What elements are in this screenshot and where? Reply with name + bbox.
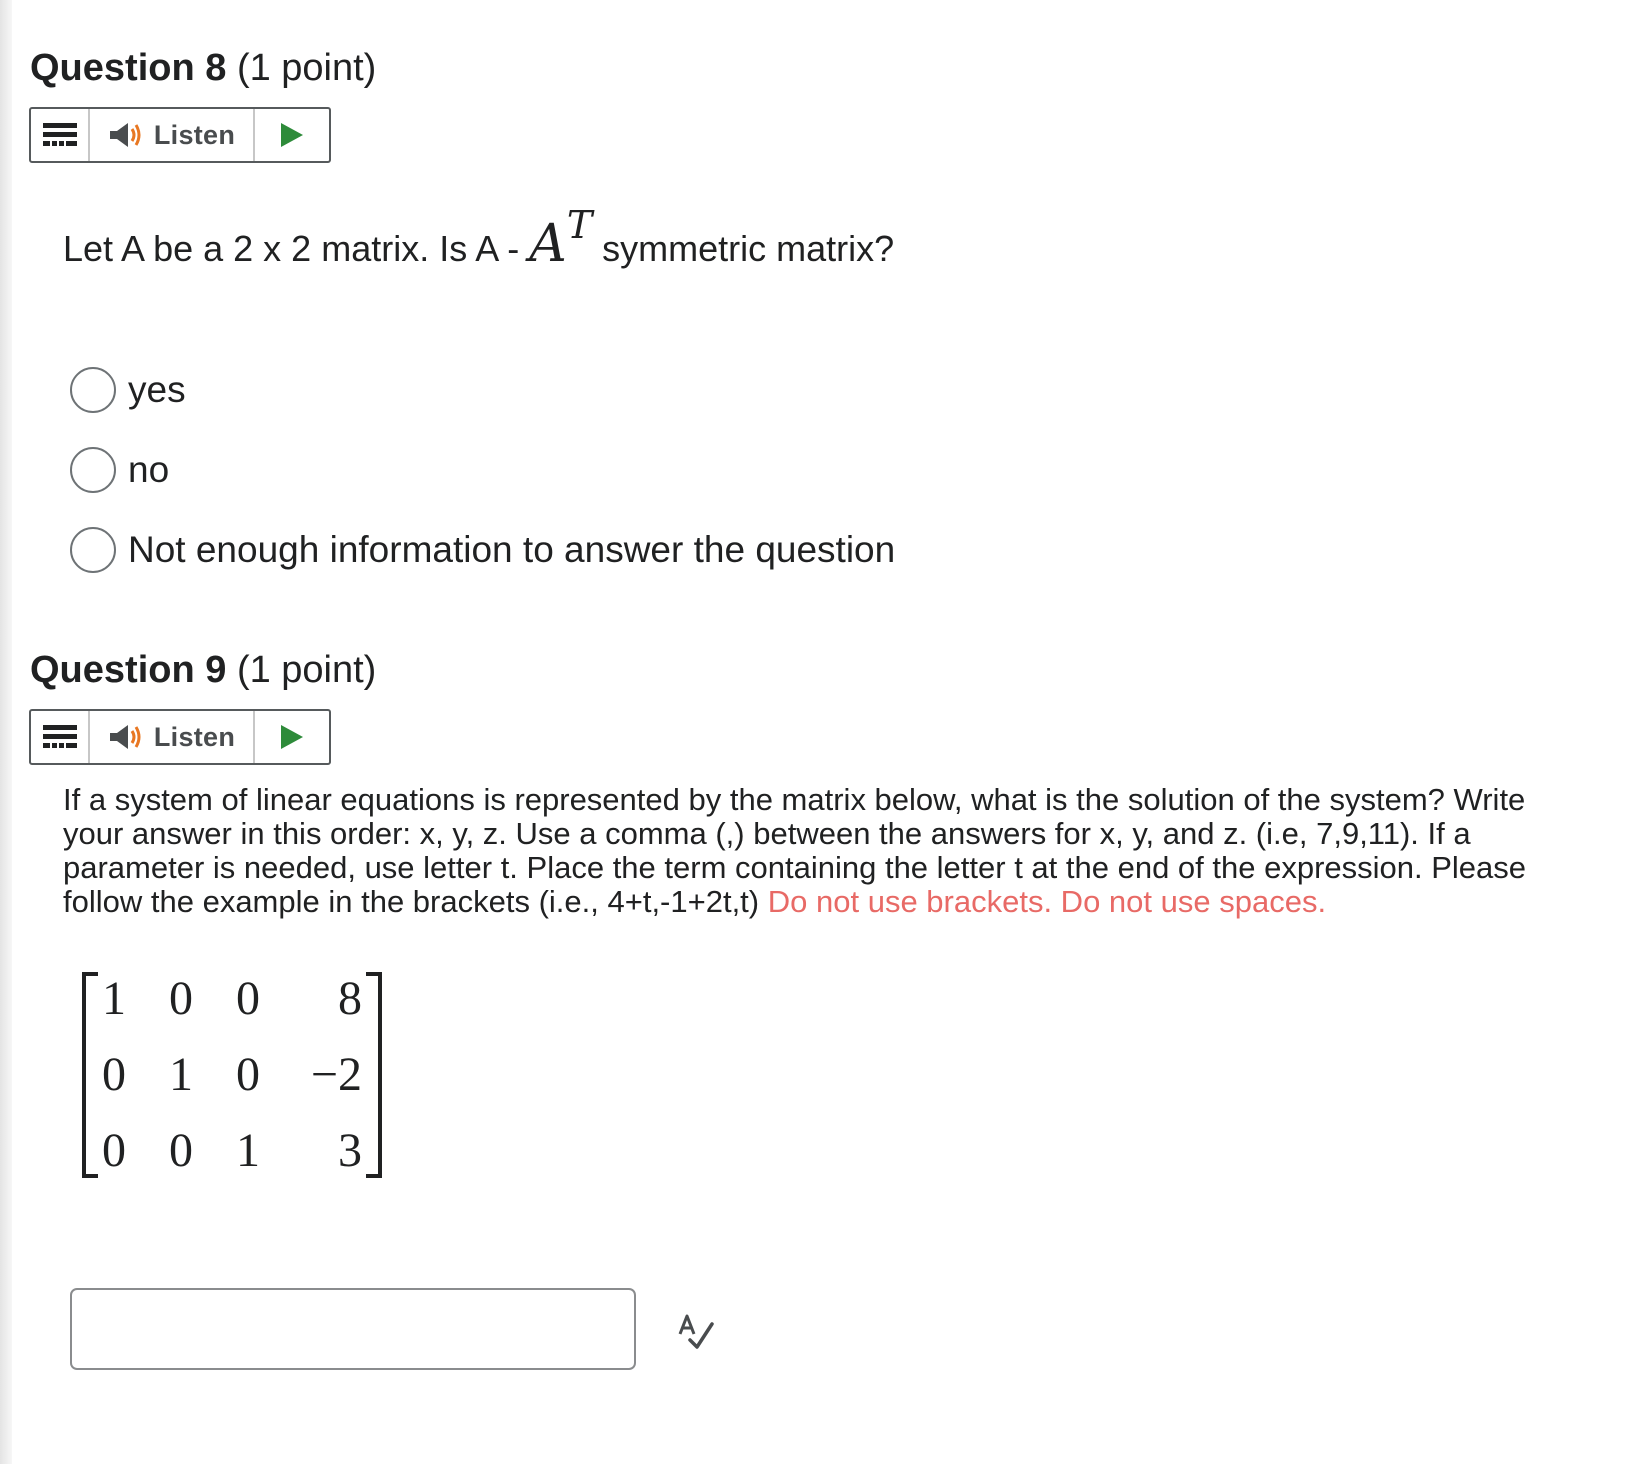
math-base-a: A bbox=[529, 214, 567, 274]
matrix-cell: −2 bbox=[310, 1048, 362, 1101]
play-icon bbox=[279, 723, 305, 751]
play-icon bbox=[279, 121, 305, 149]
matrix-cell: 0 bbox=[169, 1124, 193, 1177]
question-8-prompt-start: Let A be a 2 x 2 matrix. Is A - bbox=[63, 228, 530, 269]
question-9-readspeaker-toolbar bbox=[29, 709, 331, 765]
question-9-listen-label: Listen bbox=[153, 721, 236, 752]
option-label-no: no bbox=[128, 449, 170, 490]
matrix-cell: 0 bbox=[236, 972, 260, 1025]
spellcheck-icon[interactable] bbox=[676, 1312, 716, 1352]
question-9-answer-input[interactable] bbox=[70, 1288, 636, 1370]
question-8-play-button[interactable] bbox=[255, 109, 329, 161]
matrix-cell: 8 bbox=[338, 972, 362, 1025]
radio-button-not-enough-info[interactable] bbox=[70, 527, 116, 573]
matrix-cell: 0 bbox=[102, 1124, 126, 1177]
question-9-prompt bbox=[63, 783, 1543, 919]
question-9-listen-button[interactable] bbox=[90, 711, 255, 763]
question-8-points: (1 point) bbox=[236, 47, 377, 89]
question-8-listen-label: Listen bbox=[153, 119, 236, 150]
question-9-points: (1 point) bbox=[236, 649, 377, 691]
radio-button-yes[interactable] bbox=[70, 367, 116, 413]
matrix-cell: 0 bbox=[169, 972, 193, 1025]
question-8-heading bbox=[30, 46, 376, 90]
question-8-title: Question 8 bbox=[30, 47, 227, 89]
option-label-yes: yes bbox=[128, 369, 186, 410]
augmented-matrix bbox=[80, 972, 385, 1177]
question-9-play-button[interactable] bbox=[255, 711, 329, 763]
radio-button-no[interactable] bbox=[70, 447, 116, 493]
question-9-warning: Do not use brackets. Do not use spaces. bbox=[767, 884, 1327, 919]
question-8-prompt-end: symmetric matrix? bbox=[592, 228, 895, 269]
matrix-cell: 1 bbox=[169, 1048, 193, 1101]
question-9-instructions: If a system of linear equations is represented by the matrix below, what is the solution of the system? Write your answer in this order: x, y, z. Use a comma (,) between the answers for x, y, and z. (i.e, 7,9,11). If a parameter is needed, use letter t. Place the term containing the letter t at the end of the expression. Please follow the example in the brackets (i.e., 4+t,-1+2t,t) bbox=[63, 782, 1527, 919]
matrix-cell: 0 bbox=[102, 1048, 126, 1101]
right-bracket bbox=[362, 972, 384, 1178]
question-8-option-no[interactable] bbox=[70, 446, 169, 494]
question-8-option-not-enough-info[interactable] bbox=[70, 526, 895, 574]
page-edge-shadow bbox=[0, 0, 12, 1464]
question-8-listen-button[interactable] bbox=[90, 109, 255, 161]
question-8-readspeaker-toolbar bbox=[29, 107, 331, 163]
question-9-menu-button[interactable] bbox=[31, 711, 90, 763]
question-8-option-yes[interactable] bbox=[70, 366, 186, 414]
question-8-prompt bbox=[63, 203, 895, 274]
matrix-cell: 1 bbox=[236, 1124, 260, 1177]
matrix-cell: 1 bbox=[102, 972, 126, 1025]
speaker-icon bbox=[108, 121, 144, 149]
question-9-title: Question 9 bbox=[30, 649, 227, 691]
question-9-heading bbox=[30, 648, 376, 692]
question-8-menu-button[interactable] bbox=[31, 109, 90, 161]
option-label-not-enough-info: Not enough information to answer the question bbox=[128, 529, 896, 570]
menu-icon bbox=[43, 723, 77, 751]
matrix-cell: 0 bbox=[236, 1048, 260, 1101]
menu-icon bbox=[43, 121, 77, 149]
math-superscript-t: T bbox=[566, 203, 593, 247]
speaker-icon bbox=[108, 723, 144, 751]
matrix-cell: 3 bbox=[338, 1124, 362, 1177]
